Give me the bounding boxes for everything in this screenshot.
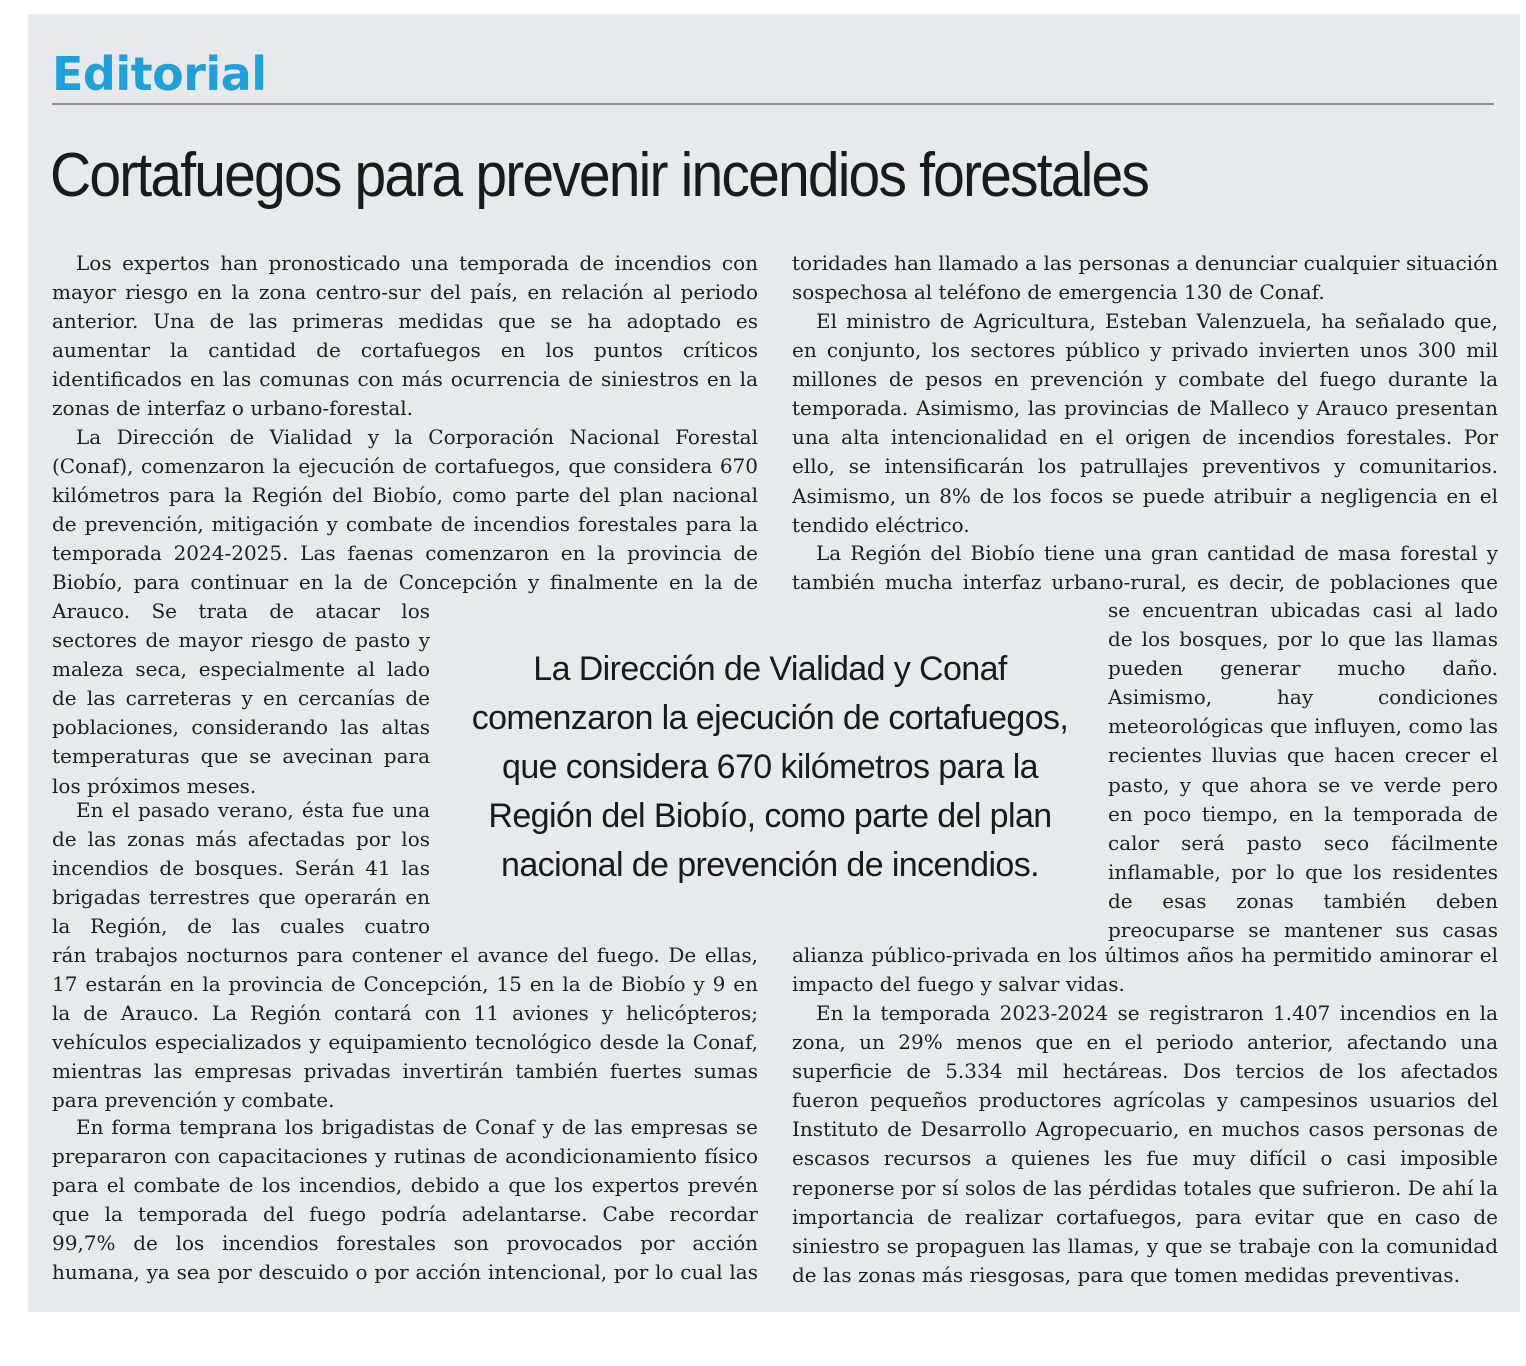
left-paragraph-2-continued: Arauco. Se trata de atacar los sectores de mayor riesgo de pasto y maleza seca, especialmente al lado de las carreteras y en cercanías de poblaciones, considerando las altas temperaturas que se avecinan para los próximos meses. [52,599,430,798]
pull-quote: La Dirección de Vialidad y Conaf comenzaron la ejecución de cortafuegos, que considera 670 kilómetros para la Región del Biobío, como parte del plan nacional de prevención de incendios. [471,650,1069,884]
section-divider [52,103,1494,105]
right-paragraph-3: La Región del Biobío tiene una gran cantidad de masa forestal y también mucha interfaz urbano-rural, es decir, de poblaciones que [792,541,1498,595]
right-paragraph-3-continued: se encuentran ubicadas casi al lado de los bosques, por lo que las llamas pueden generar mucho daño. Asimismo, hay condiciones meteorológicas que influyen, como las recientes lluvias que hacen crecer el pasto, y que ahora se ve verde pero en poco tiempo, en la temporada de calor será pasto seco fácilmente inflamable, por lo que los residentes de esas zonas también deben preocuparse se mantener sus casas [1108,598,1498,943]
left-paragraph-2: La Dirección de Vialidad y la Corporación Nacional Forestal (Conaf), comenzaron la ejecución de cortafuegos, que considera 670 kilómetros para la Región del Biobío, como parte del plan nacional de prevención, mitigación y combate de incendios forestales para la temporada 2024-2025. Las faenas comenzaron en la provincia de Biobío, para continuar en la de Concepción y finalmente en la de [52,425,758,595]
left-paragraph-3-continued: rán trabajos nocturnos para contener el avance del fuego. De ellas, 17 estarán en la provincia de Concepción, 15 en la de Biobío y 9 en la de Arauco. La Región contará con 11 aviones y helicópteros; vehículos especializados y equipamiento tecnológico desde la Conaf, mientras las empresas privadas invertirán también fuertes sumas para prevención y combate. [52,943,758,1113]
right-paragraph-1: toridades han llamado a las personas a denunciar cualquier situación sospechosa al teléfono de emergencia 130 de Conaf. [792,251,1498,305]
left-paragraph-4: En forma temprana los brigadistas de Conaf y de las empresas se prepararon con capacitaciones y rutinas de acondicionamiento físico para el combate de los incendios, debido a que los expertos prevén que la temporada del fuego podría adelantarse. Cabe recordar 99,7% de los incendios forestales son provocados por acción humana, ya sea por descuido o por acción intencional, por lo cual las [52,1115,758,1285]
left-paragraph-3: En el pasado verano, ésta fue una de las zonas más afectadas por los incendios de bosques. Serán 41 las brigadas terrestres que operarán en la Región, de las cuales cuatro [52,798,430,939]
headline: Cortafuegos para prevenir incendios forestales [50,141,1149,210]
right-paragraph-4: En la temporada 2023-2024 se registraron 1.407 incendios en la zona, un 29% menos que en el periodo anterior, afectando una superficie de 5.334 mil hectáreas. Dos tercios de los afectados fueron pequeños productores agrícolas y campesinos usuarios del Instituto de Desarrollo Agropecuario, en muchos casos personas de escasos recursos a quienes les fue muy difícil o casi imposible reponerse por sí solos de las pérdidas totales que sufrieron. De ahí la importancia de realizar cortafuegos, para evitar que en caso de siniestro se propaguen las llamas, y que se trabaje con la comunidad de las zonas más riesgosas, para que tomen medidas preventivas. [792,1001,1498,1287]
right-paragraph-3-end: alianza público-privada en los últimos años ha permitido aminorar el impacto del fuego y salvar vidas. [792,943,1498,997]
section-label: Editorial [52,47,267,101]
right-paragraph-2: El ministro de Agricultura, Esteban Valenzuela, ha señalado que, en conjunto, los sectores público y privado invierten unos 300 mil millones de pesos en prevención y combate del fuego durante la temporada. Asimismo, las provincias de Malleco y Arauco presentan una alta intencionalidad en el origen de incendios forestales. Por ello, se intensificarán los patrullajes preventivos y comunitarios. Asimismo, un 8% de los focos se puede atribuir a negligencia en el tendido eléctrico. [792,309,1498,537]
left-paragraph-1: Los expertos han pronosticado una temporada de incendios con mayor riesgo en la zona centro-sur del país, en relación al periodo anterior. Una de las primeras medidas que se ha adoptado es aumentar la cantidad de cortafuegos en los puntos críticos identificados en las comunas con más ocurrencia de siniestros en la zonas de interfaz o urbano-forestal. [52,251,758,421]
